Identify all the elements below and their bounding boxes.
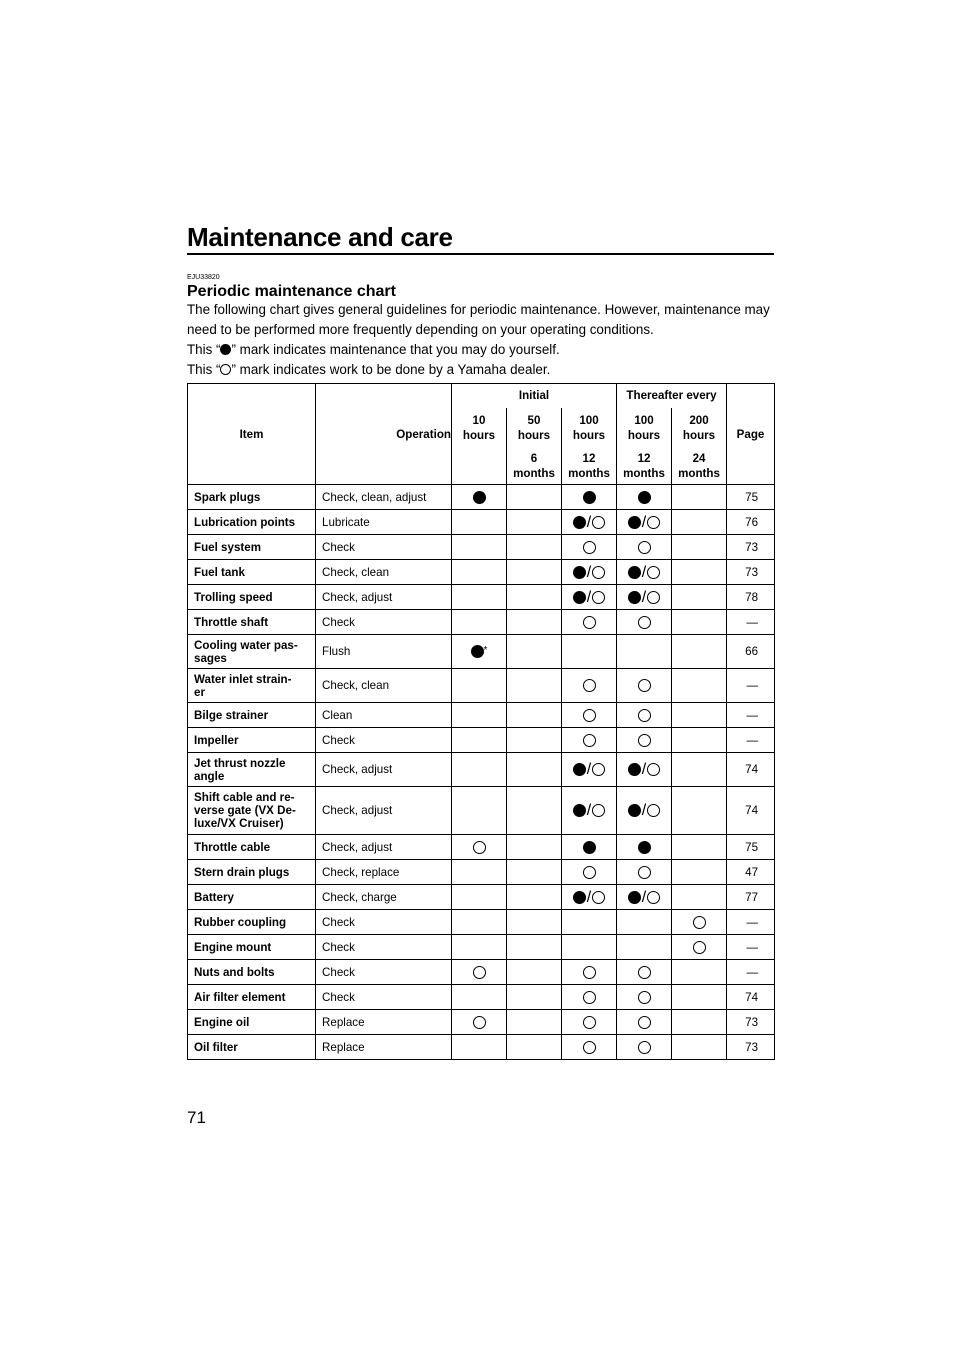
section-heading: Periodic maintenance chart [187,283,396,300]
hollow-circle-icon [583,866,596,879]
hollow-circle-icon [638,1041,651,1054]
hollow-circle-icon [220,364,231,375]
slash-separator: / [586,563,592,581]
row-mark [562,787,617,835]
hollow-circle-icon [647,591,660,604]
slash-separator: / [641,513,647,531]
row-mark [617,610,672,635]
table-row [188,485,775,510]
row-item: Throttle cable [188,835,316,860]
hollow-circle-icon [592,566,605,579]
row-operation: Check, adjust [316,835,452,860]
row-mark [562,835,617,860]
slash-separator: / [586,761,592,779]
hollow-circle-icon [638,991,651,1004]
header-months: 12 months [562,448,617,485]
hollow-circle-icon [592,891,605,904]
row-mark [452,1035,507,1060]
filled-circle-icon [628,516,641,529]
header-months [452,448,507,485]
row-mark [562,935,617,960]
table-row [188,960,775,985]
filled-circle-icon [573,516,586,529]
header-page: Page [727,384,775,485]
hollow-circle-icon [583,709,596,722]
filled-circle-icon [628,591,641,604]
row-mark [452,935,507,960]
row-operation: Lubricate [316,510,452,535]
row-mark [452,703,507,728]
filled-circle-icon [628,804,641,817]
row-mark [562,728,617,753]
row-mark [617,860,672,885]
table-row [188,935,775,960]
row-mark [507,910,562,935]
maintenance-chart [187,383,775,1060]
row-operation: Check [316,610,452,635]
slash-separator: / [641,563,647,581]
row-mark [672,560,727,585]
row-mark [672,510,727,535]
row-mark [507,560,562,585]
table-row [188,1035,775,1060]
row-mark [617,485,672,510]
row-item: Battery [188,885,316,910]
row-mark [562,585,617,610]
hollow-circle-icon [638,709,651,722]
row-mark [617,635,672,669]
row-mark [507,787,562,835]
row-mark [452,985,507,1010]
row-mark [617,885,672,910]
row-operation: Flush [316,635,452,669]
asterisk: * [483,644,488,656]
filled-circle-icon [573,566,586,579]
row-item: Lubrication points [188,510,316,535]
filled-circle-icon [638,491,651,504]
hollow-circle-icon [592,591,605,604]
filled-circle-icon [628,566,641,579]
row-mark [507,610,562,635]
table-row [188,703,775,728]
row-mark [507,535,562,560]
filled-circle-icon [573,804,586,817]
hollow-circle-icon [473,1016,486,1029]
table-row [188,510,775,535]
row-mark [617,535,672,560]
row-mark [452,610,507,635]
row-mark [562,610,617,635]
row-mark [617,910,672,935]
row-mark [672,935,727,960]
row-item: Engine mount [188,935,316,960]
row-page: 47 [727,860,775,885]
header-hours: 100 hours [562,408,617,448]
header-hours: 10 hours [452,408,507,448]
row-mark [672,703,727,728]
row-mark [672,728,727,753]
row-item: Cooling water pas- sages [188,635,316,669]
row-item: Air filter element [188,985,316,1010]
hollow-circle-icon [583,991,596,1004]
row-mark [617,669,672,703]
table-row [188,860,775,885]
hollow-circle-icon [583,1016,596,1029]
row-mark [672,835,727,860]
row-mark [507,860,562,885]
row-page: — [727,703,775,728]
hollow-circle-icon [583,966,596,979]
row-mark [562,535,617,560]
row-mark [507,510,562,535]
header-months: 24 months [672,448,727,485]
slash-separator: / [641,761,647,779]
table-row [188,985,775,1010]
row-operation: Replace [316,1035,452,1060]
row-mark [452,787,507,835]
row-item: Bilge strainer [188,703,316,728]
row-page: 75 [727,835,775,860]
row-item: Engine oil [188,1010,316,1035]
hollow-circle-icon [583,734,596,747]
row-mark [617,585,672,610]
row-page: 77 [727,885,775,910]
row-mark [452,753,507,787]
row-mark [562,669,617,703]
row-mark [507,960,562,985]
row-operation: Check, adjust [316,787,452,835]
row-mark [562,703,617,728]
table-row [188,669,775,703]
row-mark [672,669,727,703]
filled-circle-icon [573,891,586,904]
row-mark [452,510,507,535]
section-code: EJU33820 [187,274,220,281]
filled-circle-icon [220,344,231,355]
hollow-circle-icon [647,891,660,904]
row-mark [507,1010,562,1035]
row-item: Fuel tank [188,560,316,585]
header-hours: 100 hours [617,408,672,448]
hollow-circle-icon [583,679,596,692]
row-item: Shift cable and re- verse gate (VX De- luxe/VX Cruiser) [188,787,316,835]
row-page: 73 [727,1035,775,1060]
row-mark [562,960,617,985]
slash-separator: / [641,888,647,906]
row-operation: Check, clean [316,669,452,703]
row-mark [507,728,562,753]
slash-separator: / [586,588,592,606]
hollow-circle-icon [638,616,651,629]
row-mark [562,860,617,885]
row-mark [452,910,507,935]
row-operation: Check [316,728,452,753]
filled-circle-icon [583,491,596,504]
row-mark [562,910,617,935]
row-operation: Check, clean, adjust [316,485,452,510]
row-page: — [727,728,775,753]
row-operation: Check [316,960,452,985]
table-row [188,885,775,910]
hollow-circle-icon [592,763,605,776]
row-item: Trolling speed [188,585,316,610]
row-mark [617,1035,672,1060]
row-operation: Clean [316,703,452,728]
slash-separator: / [641,588,647,606]
row-mark [672,535,727,560]
filled-circle-icon [573,591,586,604]
row-operation: Check [316,910,452,935]
row-mark [507,635,562,669]
filled-circle-icon [473,491,486,504]
row-operation: Check, replace [316,860,452,885]
filled-circle-icon [628,891,641,904]
legend-filled [187,340,777,360]
row-mark [617,1010,672,1035]
table-row [188,585,775,610]
hollow-circle-icon [693,916,706,929]
row-mark [452,535,507,560]
row-page: 75 [727,485,775,510]
header-operation: Operation [316,384,452,485]
row-mark [452,885,507,910]
row-mark [452,835,507,860]
table-row [188,560,775,585]
row-mark [672,1010,727,1035]
hollow-circle-icon [647,763,660,776]
hollow-circle-icon [583,1041,596,1054]
row-mark [562,485,617,510]
row-mark [562,985,617,1010]
filled-circle-icon [573,763,586,776]
row-mark [507,585,562,610]
row-mark [617,935,672,960]
row-page: 73 [727,1010,775,1035]
row-operation: Check, adjust [316,585,452,610]
row-mark [617,703,672,728]
row-mark [672,485,727,510]
row-mark [617,835,672,860]
row-page: — [727,610,775,635]
row-operation: Check [316,535,452,560]
row-mark [452,585,507,610]
row-mark [562,1010,617,1035]
row-page: 78 [727,585,775,610]
row-operation: Check, charge [316,885,452,910]
intro-paragraph: The following chart gives general guidelines for periodic maintenance. However, maintenance may need to be performed more frequently depending on your operating conditions. [187,302,770,337]
filled-circle-icon [638,841,651,854]
row-mark [507,753,562,787]
hollow-circle-icon [473,841,486,854]
row-mark [617,985,672,1010]
row-mark [452,669,507,703]
row-page: 73 [727,535,775,560]
row-mark [507,835,562,860]
row-item: Impeller [188,728,316,753]
row-item: Oil filter [188,1035,316,1060]
row-mark [507,985,562,1010]
row-mark [452,1010,507,1035]
row-mark [672,1035,727,1060]
row-mark [507,703,562,728]
row-mark [507,885,562,910]
row-mark [617,560,672,585]
row-mark [617,753,672,787]
header-thereafter: Thereafter every [617,384,727,408]
hollow-circle-icon [583,541,596,554]
row-mark [507,669,562,703]
hollow-circle-icon [693,941,706,954]
row-mark [562,885,617,910]
table-row [188,728,775,753]
row-mark [672,885,727,910]
row-mark [617,510,672,535]
header-item: Item [188,384,316,485]
row-operation: Check, clean [316,560,452,585]
header-hours: 200 hours [672,408,727,448]
page-number: 71 [187,1108,206,1127]
row-mark [672,585,727,610]
row-mark [562,635,617,669]
hollow-circle-icon [583,616,596,629]
table-row [188,535,775,560]
row-mark [617,960,672,985]
hollow-circle-icon [638,541,651,554]
row-mark [672,860,727,885]
row-mark [672,787,727,835]
row-mark [672,910,727,935]
row-item: Rubber coupling [188,910,316,935]
page-title: Maintenance and care [187,222,453,252]
hollow-circle-icon [638,1016,651,1029]
row-page: — [727,935,775,960]
hollow-circle-icon [647,804,660,817]
row-page: — [727,960,775,985]
table-row [188,910,775,935]
hollow-circle-icon [592,804,605,817]
filled-circle-icon [583,841,596,854]
row-mark [617,787,672,835]
row-mark [672,635,727,669]
legend-hollow [187,360,777,380]
row-mark [672,610,727,635]
row-page: 74 [727,787,775,835]
row-page: 76 [727,510,775,535]
legend-filled-post: ” mark indicates maintenance that you may do yourself. [231,342,560,357]
table-row [188,787,775,835]
row-mark [452,560,507,585]
table-row [188,1010,775,1035]
filled-circle-icon [628,763,641,776]
row-mark [507,935,562,960]
row-page: 74 [727,753,775,787]
legend-hollow-post: ” mark indicates work to be done by a Yamaha dealer. [231,362,551,377]
row-mark [617,728,672,753]
row-mark [507,485,562,510]
hollow-circle-icon [473,966,486,979]
row-mark [452,960,507,985]
row-mark [452,728,507,753]
title-divider [187,253,774,255]
row-page: — [727,669,775,703]
row-operation: Check, adjust [316,753,452,787]
hollow-circle-icon [592,516,605,529]
table-row [188,753,775,787]
header-months: 12 months [617,448,672,485]
row-mark [562,510,617,535]
header-months: 6 months [507,448,562,485]
row-page: 74 [727,985,775,1010]
hollow-circle-icon [638,679,651,692]
legend-hollow-pre: This “ [187,362,221,377]
row-mark [452,635,507,669]
row-page: — [727,910,775,935]
row-item: Fuel system [188,535,316,560]
hollow-circle-icon [638,866,651,879]
row-mark [672,960,727,985]
slash-separator: / [586,513,592,531]
row-operation: Replace [316,1010,452,1035]
slash-separator: / [641,802,647,820]
row-page: 66 [727,635,775,669]
slash-separator: / [586,802,592,820]
table-row [188,610,775,635]
row-operation: Check [316,985,452,1010]
row-mark [452,485,507,510]
row-mark [562,1035,617,1060]
row-mark [562,560,617,585]
row-mark [672,985,727,1010]
row-mark [672,753,727,787]
row-mark [507,1035,562,1060]
slash-separator: / [586,888,592,906]
hollow-circle-icon [638,966,651,979]
header-initial: Initial [452,384,617,408]
row-item: Spark plugs [188,485,316,510]
hollow-circle-icon [647,516,660,529]
intro-text [187,300,777,380]
hollow-circle-icon [647,566,660,579]
hollow-circle-icon [638,734,651,747]
row-page: 73 [727,560,775,585]
row-item: Throttle shaft [188,610,316,635]
row-item: Water inlet strain- er [188,669,316,703]
row-item: Jet thrust nozzle angle [188,753,316,787]
row-mark [562,753,617,787]
table-row [188,835,775,860]
filled-circle-icon [471,645,484,658]
table-row [188,635,775,669]
row-item: Stern drain plugs [188,860,316,885]
row-item: Nuts and bolts [188,960,316,985]
row-mark [452,860,507,885]
row-operation: Check [316,935,452,960]
header-hours: 50 hours [507,408,562,448]
legend-filled-pre: This “ [187,342,221,357]
